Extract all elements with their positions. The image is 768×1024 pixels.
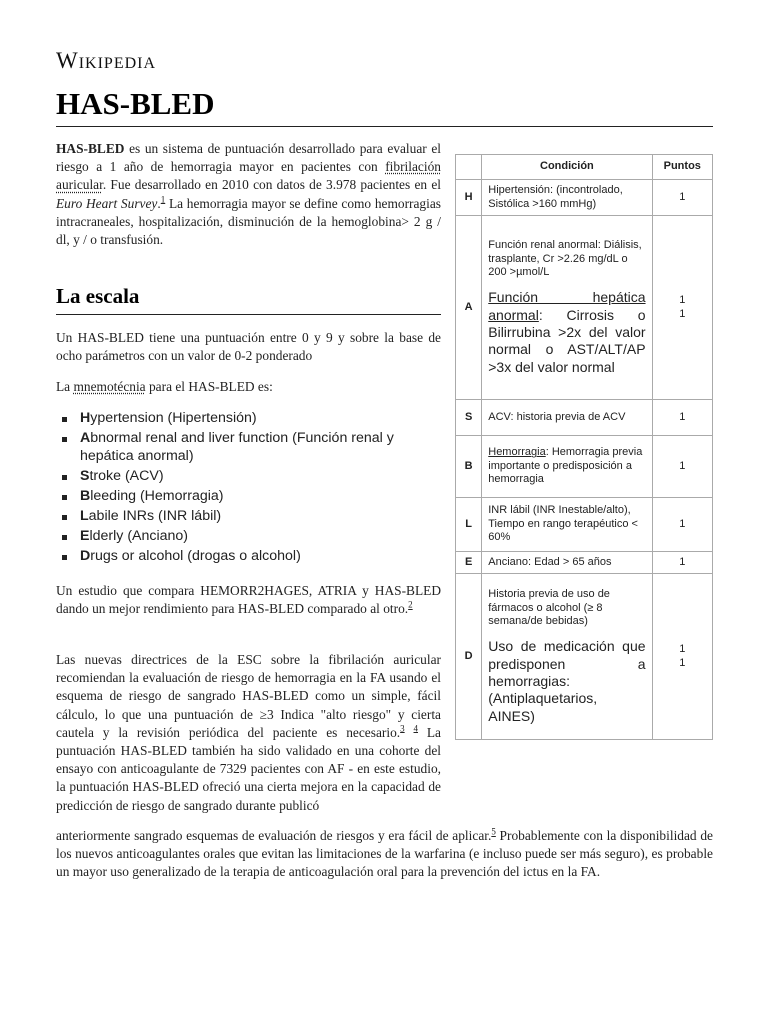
ref-3-link[interactable]: 3 [400, 723, 405, 734]
table-header-key [456, 155, 482, 180]
mnemonic-text-1: La [56, 379, 74, 394]
table-row: L INR lábil (INR Inestable/alto), Tiempo en rango terapéutico < 60% 1 [456, 498, 713, 552]
comparison-paragraph: Un estudio que compara HEMORR2HAGES, ATRIA y HAS-BLED dando un mejor rendimiento para HAS-BLED comparado al otro.$^2$ [56, 583, 441, 617]
intro-text-3: La hemorragia mayor se define como hemorragias intracraneales, hospitalización, disminución de la hemoglobina> 2 g / dl, y / o transfusión. [56, 195, 442, 248]
mnemonic-paragraph [56, 378, 441, 396]
table-row: A Función renal anormal: Diálisis, trasplante, Cr >2.26 mg/dL o 200 >µmol/L Función hepática anormal: Cirrosis o Bilirrubina >2x del valor normal o AST/ALT/AP >3x del valor normal 1 1 [456, 216, 713, 400]
atrial-fibrillation-link[interactable]: fibrilación auricular [56, 159, 441, 193]
ref-4-link[interactable]: 4 [413, 723, 419, 734]
list-item: Abnormal renal and liver function (Función renal y hepática anormal) [56, 430, 441, 465]
intro-italic: Euro Heart Survey [56, 195, 158, 211]
esc-paragraph: Las nuevas directrices de la ESC sobre la fibrilación auricular recomiendan la evaluación de riesgo de hemorragia en la FA usando el esquema de riesgo de sangrado HAS-BLED como un simple, fácil cálculo, lo que una puntuación de ≥3 Indica "alto riesgo" y cierta cautela y la revisión periódica del paciente es necesario.$^3$ $^4$ La puntuación HAS-BLED también ha sido validado en una cohorte del ensayo con anticoagulante de 7329 pacientes con AF - en este estudio, la puntuación HAS-BLED ofreció una cierta mejora en la capacidad de predicción de riesgo de sangrado durante publicó [56, 652, 441, 813]
list-item: Labile INRs (INR lábil) [56, 508, 441, 526]
table-row: H Hipertensión: (incontrolado, Sistólica >160 mmHg) 1 [456, 180, 713, 216]
intro-text-2: . Fue desarrollado en 2010 con datos de 3.978 pacientes en el [102, 177, 441, 193]
list-item: Elderly (Anciano) [56, 528, 441, 546]
mnemonic-list [56, 410, 441, 567]
table-header-points: Puntos [652, 155, 712, 180]
has-bled-table [455, 154, 713, 740]
list-item: Hypertension (Hipertensión) [56, 410, 441, 428]
scale-paragraph: Un HAS-BLED tiene una puntuación entre 0 y 9 y sobre la base de ocho parámetros con un valor de 0-2 ponderado [56, 330, 441, 364]
ref-5-link[interactable]: 5 [491, 826, 496, 837]
title-divider [56, 126, 713, 127]
wikipedia-logo[interactable]: Wikipedia [56, 48, 157, 73]
section-heading: La escala [56, 284, 140, 308]
table-header-condition: Condición [482, 155, 652, 180]
ref-1-link[interactable]: 1 [160, 194, 166, 205]
ref-2-link[interactable]: 2 [408, 599, 413, 610]
list-item: Bleeding (Hemorragia) [56, 488, 441, 506]
table-header-row [456, 155, 713, 180]
hemorrhage-link[interactable]: Hemorragia [488, 446, 546, 459]
mnemonic-text-2: para el HAS-BLED es: [145, 379, 273, 394]
section-divider [56, 314, 441, 315]
table-row: B Hemorragia: Hemorragia previa importante o predisposición a hemorragia 1 [456, 436, 713, 498]
list-item: Stroke (ACV) [56, 468, 441, 486]
intro-bold: HAS-BLED [56, 141, 125, 156]
table-row: E Anciano: Edad > 65 años 1 [456, 552, 713, 574]
liver-function-link[interactable]: Función hepática anormal [488, 289, 646, 323]
table-row: D Historia previa de uso de fármacos o alcohol (≥ 8 semana/de bebidas) Uso de medicación que predisponen a hemorragias: (Antiplaquetarios, AINES) 1 1 [456, 574, 713, 740]
intro-paragraph: HAS-BLED es un sistema de puntuación desarrollado para evaluar el riesgo a 1 año de hemorragia mayor en pacientes con fibrilación auricular. Fue desarrollado en 2010 con datos de 3.978 pacientes en el Euro Heart Survey.$^1$ La hemorragia mayor se define como hemorragias intracraneales, hospitalización, disminución de la hemoglobina> 2 g / dl, y / o transfusión. [56, 141, 442, 248]
table-row: S ACV: historia previa de ACV 1 [456, 400, 713, 436]
mnemonic-link[interactable]: mnemotécnia [73, 379, 146, 394]
list-item: Drugs or alcohol (drogas o alcohol) [56, 548, 441, 566]
esc-paragraph-continued: anteriormente sangrado esquemas de evaluación de riesgos y era fácil de aplicar.$^5$ Probablemente con la disponibilidad de los nuevos anticoagulantes orales que evitan las limitaciones de la warfarina (e incluso puede ser más seguro), es probable un mayor uso generalizado de la terapia de anticoagulación oral para la prevención del ictus en la FA. [56, 826, 713, 880]
intro-text-1: es un sistema de puntuación desarrollado para evaluar el riesgo a 1 año de hemorragia mayor en pacientes con [56, 141, 441, 175]
page-title: HAS-BLED [56, 86, 215, 121]
